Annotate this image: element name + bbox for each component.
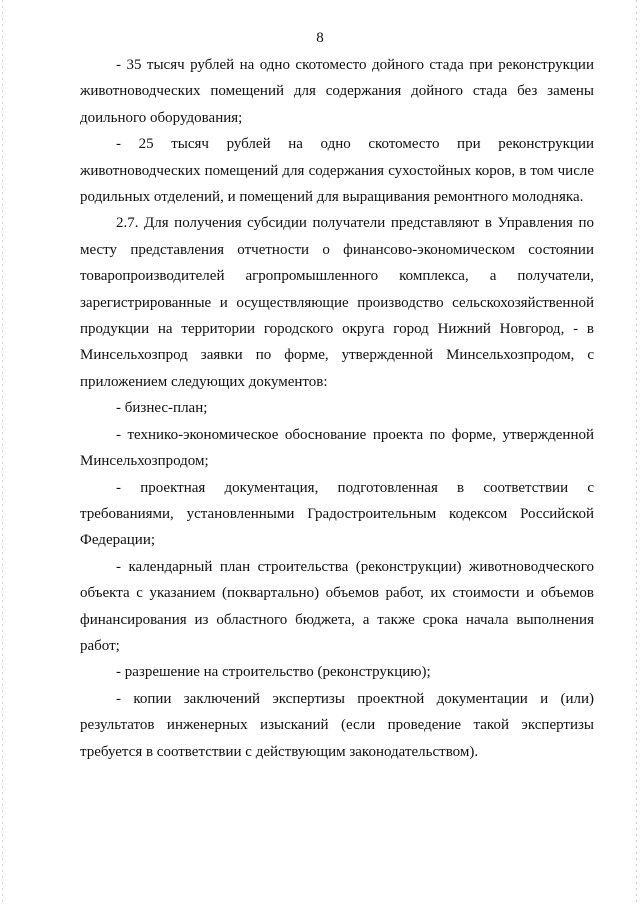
list-item-project-documentation: - проектная документация, подготовленная в соответствии с требованиями, установленными Градостроительным кодексом Российской Федерации; bbox=[80, 479, 594, 549]
list-item-expertise-copies: - копии заключений экспертизы проектной документации и (или) результатов инженерных изысканий (если проведение такой экспертизы требуется в соответствии с действующим законодательством). bbox=[80, 690, 594, 760]
list-item-feasibility-study: - технико-экономическое обоснование проекта по форме, утвержденной Минсельхозпродом; bbox=[80, 426, 594, 470]
scan-edge-left bbox=[2, 0, 3, 905]
page-number: 8 bbox=[316, 30, 324, 46]
paragraph-2-7-application: 2.7. Для получения субсидии получатели представляют в Управления по месту представления отчетности о финансово-экономическом состоянии товаропроизводителей агропромышленного комплекса, а получатели, зарегистрированные и осуществляющие производство сельскохозяйственной продукции на территории городского округа город Нижний Новгород, - в Минсельхозпрод заявки по форме, утвержденной Минсельхозпродом, с приложением следующих документов: bbox=[80, 215, 594, 390]
document-body bbox=[80, 52, 594, 765]
paragraph-subsidy-dry-cows: - 25 тысяч рублей на одно скотоместо при реконструкции животноводческих помещений для содержания сухостойных коров, в том числе родильных отделений, и помещений для выращивания ремонтного молодняка. bbox=[80, 136, 594, 206]
scan-edge-right bbox=[636, 0, 637, 905]
paragraph-subsidy-milking-herd: - 35 тысяч рублей на одно скотоместо дойного стада при реконструкции животноводческих помещений для содержания дойного стада без замены доильного оборудования; bbox=[80, 57, 594, 126]
list-item-building-permit: - разрешение на строительство (реконструкцию); bbox=[116, 664, 431, 681]
list-item-construction-schedule: - календарный план строительства (реконструкции) животноводческого объекта с указанием (поквартально) объемов работ, их стоимости и объемов финансирования из областного бюджета, а также срока начала выполнения работ; bbox=[80, 558, 594, 654]
list-item-business-plan: - бизнес-план; bbox=[116, 400, 208, 417]
